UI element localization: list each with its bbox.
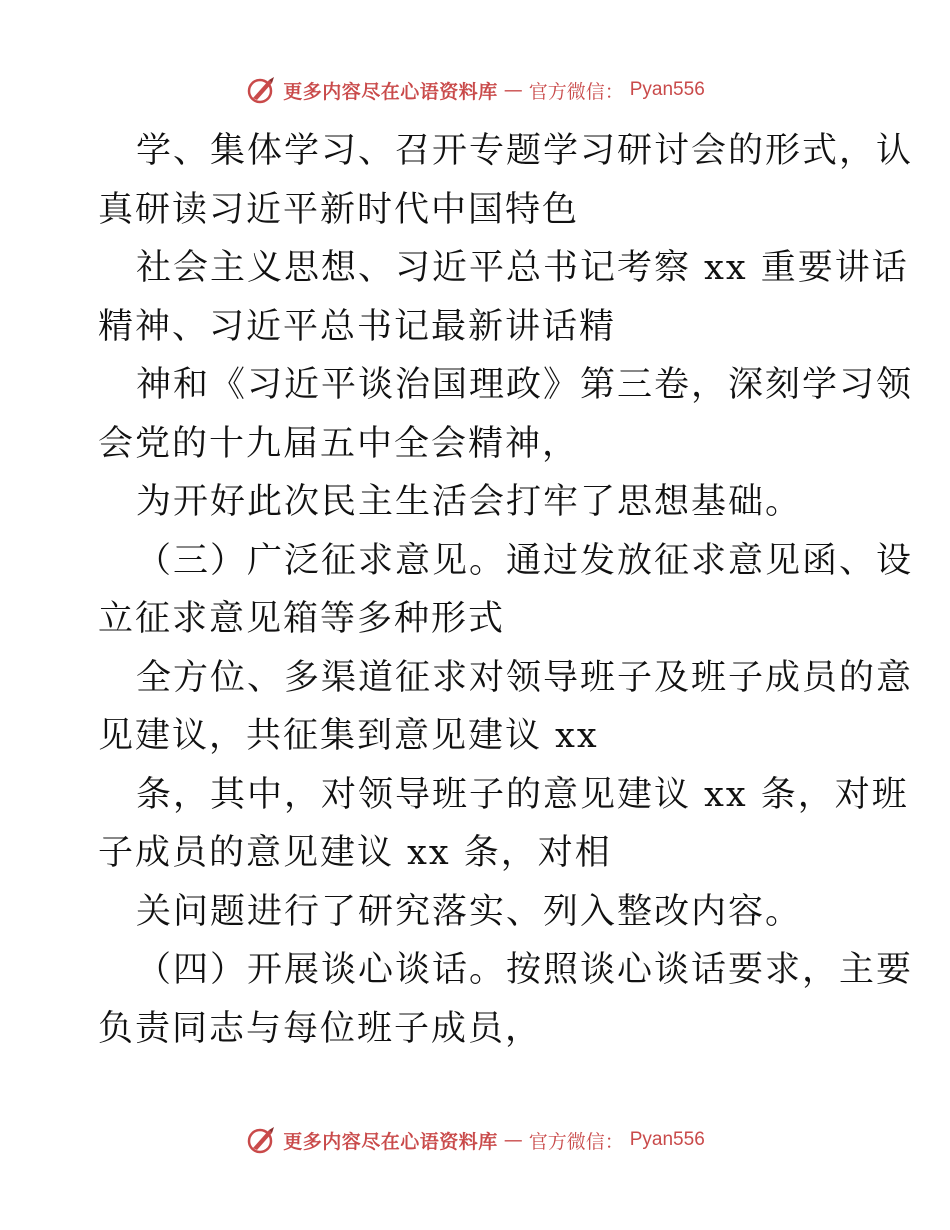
- body-line-1: 学、集体学习、召开专题学习研讨会的形式，认: [136, 131, 914, 171]
- quill-logo-icon: [245, 1124, 277, 1156]
- body-line-9: 立征求意见箱等多种形式: [98, 599, 506, 639]
- header-separator: —: [503, 79, 523, 101]
- header-watermark-banner: [0, 72, 950, 108]
- header-wechat-id: Pyan556: [629, 79, 705, 100]
- footer-brand-text: 更多内容尽在心语资料库: [283, 1130, 498, 1153]
- footer-wechat-id: Pyan556: [629, 1129, 705, 1150]
- header-official-label: 官方微信：: [528, 80, 624, 103]
- body-line-4: 精神、习近平总书记最新讲话精: [98, 306, 617, 347]
- body-line-6: 会党的十九届五中全会精神，: [98, 423, 580, 464]
- body-line-5: 神和《习近平谈治国理政》第三卷，深刻学习领: [136, 365, 914, 405]
- body-line-13: 子成员的意见建议 xx 条，对相: [98, 833, 612, 873]
- body-line-16: 负责同志与每位班子成员，: [98, 1008, 543, 1049]
- body-line-12: 条，其中，对领导班子的意见建议 xx 条，对班: [136, 774, 909, 815]
- body-line-10: 全方位、多渠道征求对领导班子及班子成员的意: [136, 657, 914, 698]
- quill-logo-icon: [245, 74, 277, 106]
- body-line-11: 见建议，共征集到意见建议 xx: [98, 716, 599, 756]
- header-brand-text: 更多内容尽在心语资料库: [283, 80, 498, 103]
- document-body: [98, 122, 914, 1058]
- body-line-2: 真研读习近平新时代中国特色: [98, 189, 580, 230]
- body-line-14: 关问题进行了研究落实、列入整改内容。: [136, 891, 803, 932]
- body-line-3: 社会主义思想、习近平总书记考察 xx 重要讲话: [136, 248, 909, 288]
- body-line-7: 为开好此次民主生活会打牢了思想基础。: [136, 482, 803, 522]
- footer-separator: —: [503, 1129, 523, 1151]
- body-line-8: （三）广泛征求意见。通过发放征求意见函、设: [136, 540, 914, 581]
- footer-official-label: 官方微信：: [528, 1130, 624, 1153]
- body-line-15: （四）开展谈心谈话。按照谈心谈话要求，主要: [136, 950, 914, 990]
- footer-watermark-banner: [0, 1122, 950, 1158]
